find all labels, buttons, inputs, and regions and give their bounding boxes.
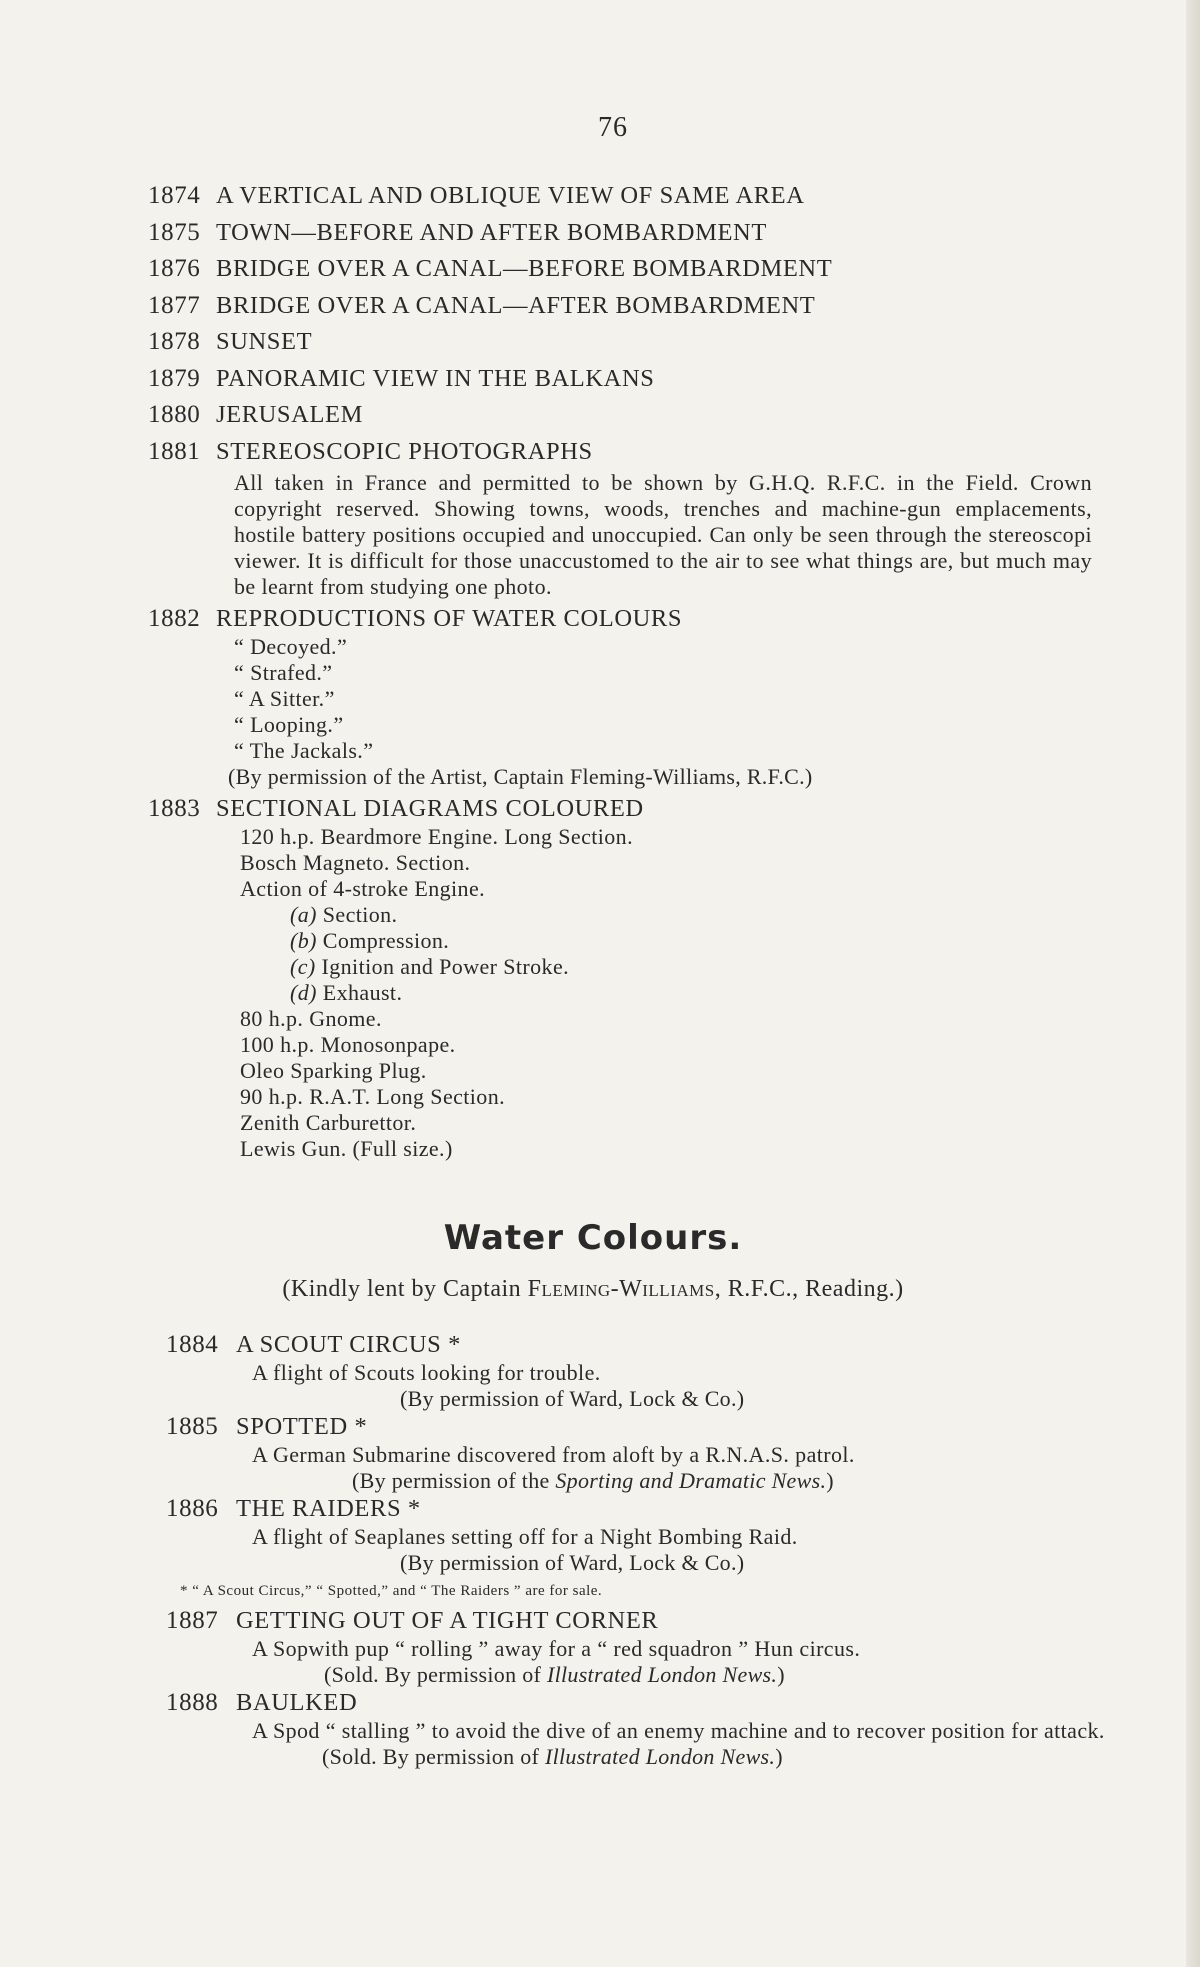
entry-heading (148, 288, 1088, 325)
lender-name: Fleming-Williams, (527, 1276, 722, 1302)
sub-item (290, 980, 1088, 1006)
entry-number: 1879 (148, 364, 201, 392)
permission-prefix: (Sold. By permission of (324, 1662, 542, 1687)
entry-number: 1886 (166, 1495, 219, 1522)
entry-credit: (By permission of the Artist, Captain Fleming-Williams, R.F.C.) (228, 764, 813, 789)
water-colours-list (166, 1330, 1126, 1770)
sub-item-label: (c) (290, 954, 316, 979)
entry-number: 1878 (148, 328, 201, 355)
entry-title: SUNSET (216, 328, 313, 355)
entry-number: 1877 (148, 291, 201, 319)
entry-description: A Spod “ stalling ” to avoid the dive of an enemy machine and to recover position for attack. (252, 1718, 1105, 1743)
publication-name: Sporting and Dramatic News. (555, 1468, 827, 1493)
entry-description: A flight of Scouts looking for trouble. (252, 1360, 601, 1385)
entry-heading (148, 604, 1088, 634)
entry-number: 1887 (166, 1607, 219, 1634)
catalogue-list (148, 178, 1092, 1162)
list-item: 100 h.p. Monosonpape. (240, 1032, 456, 1057)
entry-title: BRIDGE OVER A CANAL—AFTER BOMBARDMENT (216, 291, 816, 319)
footnote: * “ A Scout Circus,” “ Spotted,” and “ The Raiders ” are for sale. (180, 1583, 603, 1599)
entry-description: All taken in France and permitted to be shown by G.H.Q. R.F.C. in the Field. Crown copyright reserved. Showing towns, woods, trenches and machine-gun emplacements, hostile battery positions occupied and unoccupied. Can only be seen through the stereoscopi viewer. It is difficult for those unaccustomed to the air to see what things are, but much may be learnt from studying one photo. (234, 470, 1092, 599)
entry-permission (352, 1468, 1126, 1494)
catalogue-entry (148, 251, 1088, 288)
entry-title: REPRODUCTIONS OF WATER COLOURS (216, 605, 683, 632)
list-item: “ A Sitter.” (234, 686, 335, 711)
entry-number: 1882 (148, 605, 201, 632)
list-item: 80 h.p. Gnome. (240, 1006, 382, 1031)
catalogue-entry (148, 288, 1088, 325)
entry-heading (166, 1606, 1126, 1636)
water-colour-entry (166, 1688, 1126, 1770)
entry-title: A SCOUT CIRCUS * (236, 1331, 461, 1358)
section-note-prefix: (Kindly lent by Captain (282, 1276, 522, 1302)
entry-number: 1884 (166, 1331, 219, 1358)
list-item: Zenith Carburettor. (240, 1110, 417, 1135)
entry-title: TOWN—BEFORE AND AFTER BOMBARDMENT (216, 218, 767, 246)
permission-suffix: ) (826, 1468, 834, 1493)
sub-item-label: (b) (290, 928, 317, 953)
entry-title: BRIDGE OVER A CANAL—BEFORE BOMBARDMENT (216, 255, 833, 282)
entry-title: PANORAMIC VIEW IN THE BALKANS (216, 364, 655, 392)
publication-name: Illustrated London News. (544, 1744, 776, 1769)
entry-permission (322, 1744, 1126, 1770)
catalogue-entry (148, 178, 1088, 215)
entry-number: 1874 (148, 182, 201, 209)
sub-item-label: (a) (290, 902, 317, 927)
water-colour-entry (166, 1606, 1126, 1688)
water-colour-entry (166, 1412, 1126, 1494)
sub-item-text: Compression. (322, 928, 450, 953)
catalogue-entry (148, 397, 1088, 434)
catalogue-entry (148, 794, 1088, 1162)
list-item: Oleo Sparking Plug. (240, 1058, 427, 1083)
entry-description: A German Submarine discovered from aloft by a R.N.A.S. patrol. (252, 1442, 855, 1467)
sub-item (290, 954, 1088, 980)
list-item: “ Looping.” (234, 712, 344, 737)
list-item: Lewis Gun. (Full size.) (240, 1136, 453, 1161)
section-note (0, 1276, 1186, 1303)
entry-title: STEREOSCOPIC PHOTOGRAPHS (216, 437, 593, 465)
catalogue-entry (148, 361, 1088, 398)
water-colour-entry (166, 1330, 1126, 1412)
entry-number: 1881 (148, 437, 201, 465)
entry-heading (166, 1412, 1126, 1442)
catalogue-entry (148, 434, 1092, 601)
entry-title: SECTIONAL DIAGRAMS COLOURED (216, 795, 644, 822)
entry-permission: (By permission of Ward, Lock & Co.) (400, 1550, 745, 1575)
publication-name: Illustrated London News. (546, 1662, 778, 1687)
entry-number: 1885 (166, 1413, 219, 1440)
sub-item-text: Exhaust. (322, 980, 403, 1005)
list-item: 90 h.p. R.A.T. Long Section. (240, 1084, 505, 1109)
list-item: Bosch Magneto. Section. (240, 850, 471, 875)
list-item: 120 h.p. Beardmore Engine. Long Section. (240, 824, 633, 849)
entry-number: 1888 (166, 1689, 219, 1716)
entry-description: A Sopwith pup “ rolling ” away for a “ red squadron ” Hun circus. (252, 1636, 861, 1661)
sub-item-text: Section. (322, 902, 398, 927)
catalogue-entry (148, 324, 1088, 361)
entry-number: 1880 (148, 401, 201, 428)
page-edge (1186, 0, 1200, 1967)
entry-number: 1883 (148, 795, 201, 822)
entry-number: 1875 (148, 218, 201, 246)
sub-item-text: Ignition and Power Stroke. (321, 954, 570, 979)
entry-title: THE RAIDERS * (236, 1495, 421, 1522)
entry-permission: (By permission of Ward, Lock & Co.) (400, 1386, 745, 1411)
catalogue-entry (148, 215, 1088, 252)
entry-heading (166, 1494, 1126, 1524)
catalogue-entry (148, 604, 1088, 790)
permission-suffix: ) (775, 1744, 783, 1769)
list-item: “ Decoyed.” (234, 634, 348, 659)
entry-heading (166, 1688, 1126, 1718)
entry-heading (148, 178, 1088, 215)
entry-heading (148, 215, 1088, 252)
list-item: “ The Jackals.” (234, 738, 374, 763)
entry-heading (148, 324, 1088, 361)
entry-heading (148, 251, 1088, 288)
permission-prefix: (Sold. By permission of (322, 1744, 540, 1769)
permission-suffix: ) (777, 1662, 785, 1687)
entry-heading (148, 434, 1088, 471)
page-number: 76 (598, 112, 628, 143)
section-heading: Water Colours. (443, 1218, 743, 1258)
entry-heading (148, 794, 1088, 824)
entry-heading (166, 1330, 1126, 1360)
sub-item-label: (d) (290, 980, 317, 1005)
entry-description: A flight of Seaplanes setting off for a Night Bombing Raid. (252, 1524, 798, 1549)
list-item: Action of 4-stroke Engine. (240, 876, 486, 901)
entry-number: 1876 (148, 255, 201, 282)
permission-prefix: (By permission of the (352, 1468, 550, 1493)
list-item: “ Strafed.” (234, 660, 333, 685)
section-note-suffix: R.F.C., Reading.) (727, 1276, 904, 1302)
entry-title: BAULKED (236, 1689, 358, 1716)
entry-title: SPOTTED * (236, 1413, 368, 1440)
sub-item (290, 902, 1088, 928)
sub-item (290, 928, 1088, 954)
entry-title: GETTING OUT OF A TIGHT CORNER (236, 1607, 659, 1634)
entry-permission (324, 1662, 1126, 1688)
entry-heading (148, 361, 1088, 398)
entry-title: A VERTICAL AND OBLIQUE VIEW OF SAME AREA (216, 182, 805, 209)
entry-heading (148, 397, 1088, 434)
water-colour-entry (166, 1494, 1126, 1576)
entry-title: JERUSALEM (216, 401, 363, 428)
